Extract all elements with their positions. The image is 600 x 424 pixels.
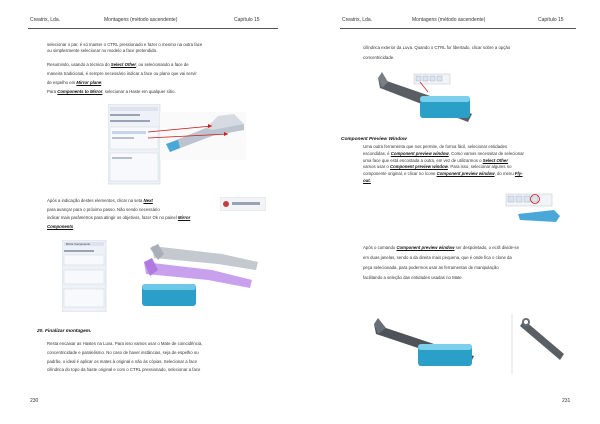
section-heading: 20. Finalizar montagem. [37, 329, 92, 334]
figure-component-preview-window [364, 314, 576, 374]
right-page [300, 0, 600, 424]
paragraph: cilíndrica exterior da Luva. Quando o CTRL for libertado, clicar sobre a opção concentricidade. [363, 45, 511, 60]
page-number: 231 [562, 398, 571, 404]
header-rule [28, 28, 278, 29]
header-company: Creatrix, Lda. [342, 17, 373, 23]
page-number: 230 [30, 398, 39, 404]
figure-concentric-mate [376, 68, 476, 128]
paragraph: Após o comando Component preview window ser despoletado, o ecrã divide-se em duas janelas, sendo a da direita mais pequena, que é onde fica o clone da peça selecionada, para podermos usar as ferramentas de manipulação facilitando a seleção das entidades usadas no Mate. [363, 245, 519, 280]
figure-flyout-menu [498, 192, 562, 224]
header-chapter: Capítulo 15 [538, 17, 564, 23]
section-heading: Component Preview Window [341, 137, 407, 142]
header-rule [340, 28, 576, 29]
paragraph: Após a indicação destes elementos, clicar na seta Next para avançar para o próximo passo. Não sendo necessário indicar mais parâmetros para atingir os objetivos, fazer Ok no painel Mirror Components [47, 198, 191, 229]
figure-next-panel [220, 197, 266, 211]
paragraph: Uma outra ferramenta que nos permite, de forma fácil, selecionar entidades escondidas, é Component preview window. Como vamos necessitar de selecionar uma face que está encostada a outra, em vez de utilizarmos o Select Other vamos usar o Component preview window. Para isso, selecionar algures no componente original, e clicar no ícone Component preview window, do menu Fly- out. [363, 144, 524, 183]
header-title: Montagens (método ascendente) [104, 17, 178, 23]
paragraph: selecionar o par, é só manter o CTRL pressionado e fazer o mesmo na outra face ou simplesmente selecionar no modelo a face pretendida. [47, 42, 203, 54]
figure-mirror-components-result [62, 240, 272, 312]
figure-mirror-plane-selection [108, 104, 248, 186]
header-chapter: Capítulo 15 [234, 17, 260, 23]
header-company: Creatrix, Lda. [30, 17, 61, 23]
paragraph: Resumindo, usando a técnica do Select Other, ou selecionando a face de maneira tradicional, é sempre necessário indicar a face ou plano que vai servir de espelho em Mirror plane: Para Components to Mirror, selecionar a Haste em qualquer sítio. [47, 62, 197, 94]
paragraph: Resta encaixar as Hastes na Luva. Para isso vamos usar o Mate de coincidência, concentricidade e paralelismo. No caso de haver instâncias, seja de espelho ou padrão, o ideal é aplicar os mates à original e não às cópias. Selecionar a face cilíndrica do topo da haste original e com o CTRL pressionado, selecionar a face [47, 341, 203, 373]
svg-text:Mirror Components: Mirror Components [66, 242, 90, 247]
header-title: Montagens (método ascendente) [412, 17, 486, 23]
